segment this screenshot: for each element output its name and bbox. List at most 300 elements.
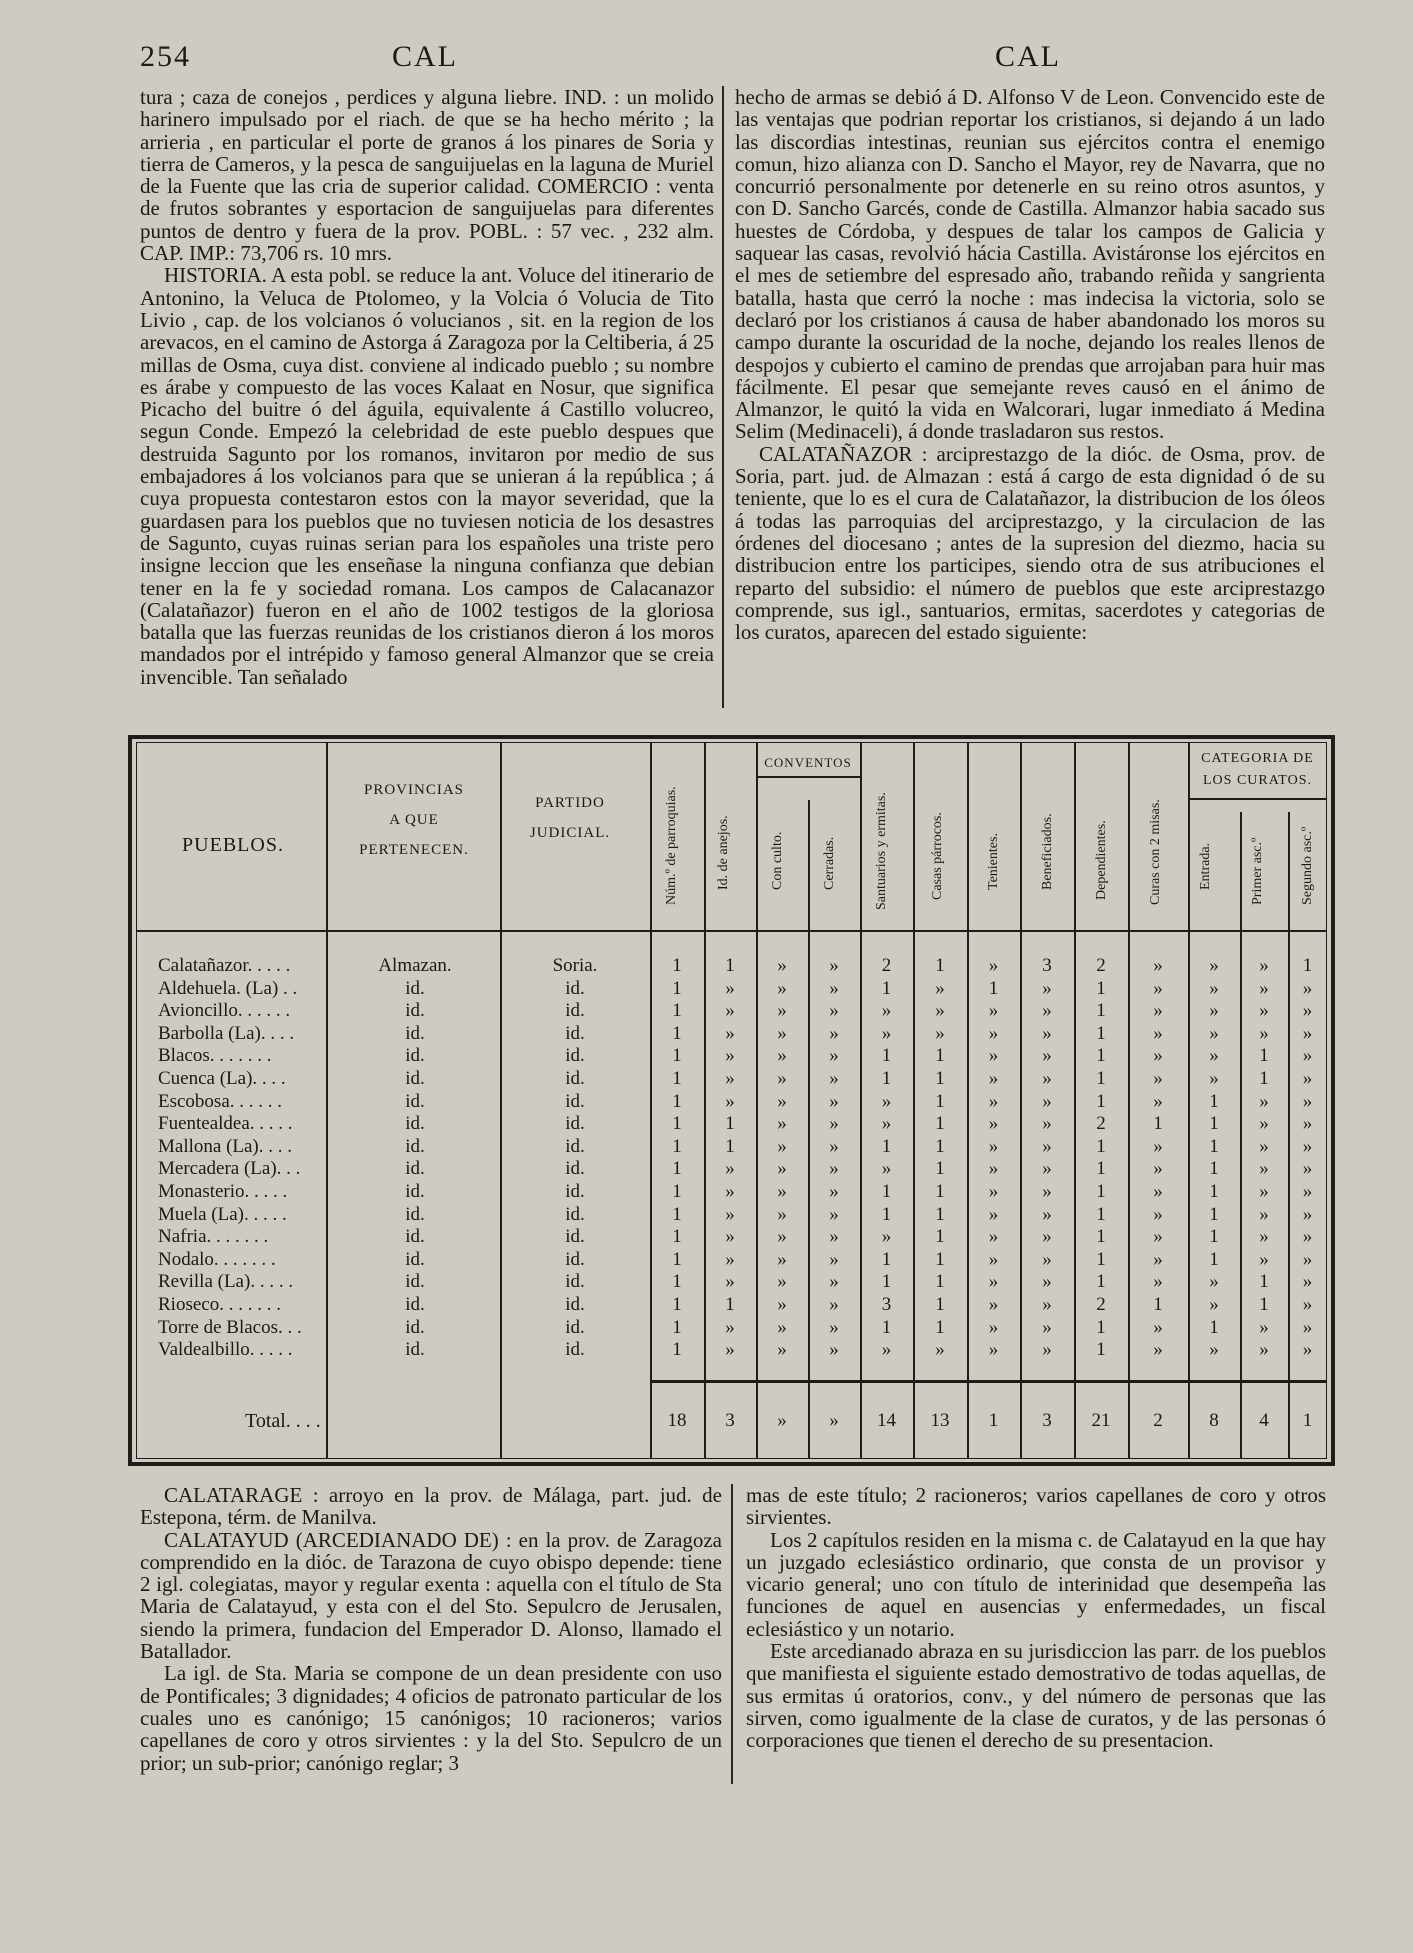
- total-rule: [650, 1380, 1327, 1383]
- table-cell-value: »: [1042, 1271, 1052, 1293]
- table-cell-value: 1: [672, 1090, 682, 1112]
- table-cell-pueblo: Barbolla (La). . . .: [158, 1022, 295, 1044]
- col-provincias-line-2: A QUE: [389, 812, 439, 828]
- table-cell-value: »: [881, 1090, 892, 1112]
- table-cell-provincia: id.: [405, 1113, 425, 1135]
- table-cell-value: »: [935, 977, 945, 999]
- table-cell-pueblo: Valdealbillo. . . . .: [158, 1339, 293, 1361]
- table-cell-pueblo: Nodalo. . . . . . .: [158, 1248, 276, 1270]
- table-cell-value: »: [1209, 1068, 1219, 1089]
- table-cell-value: 1: [1209, 1090, 1219, 1112]
- table-cell-value: »: [988, 1226, 999, 1248]
- table-cell-value: »: [1259, 1316, 1269, 1338]
- table-cell-value: »: [1153, 1203, 1163, 1225]
- table-cell-value: 1: [672, 1022, 682, 1044]
- table-cell-value: »: [1209, 1022, 1219, 1044]
- left-paragraph-1: tura ; caza de conejos , perdices y alguna liebre. IND. : un molido harinero impulsado por el riach. de que se ha hecho mérito ; la arrieria , en particular el porte de granos á los pinares de Soria y tierra de Cameros, y la pesca de sanguijuelas en la laguna de Muriel de la Fuente que las cria de superior calidad. COMERCIO : venta de frutos sobrantes y esportacion de sanguijuelas para diferentes puntos de dentro y fuera de la prov. POBL. : 57 vec. , 232 alm. CAP. IMP.: 73,706 rs. 10 mrs.: [140, 85, 714, 266]
- table-cell-value: 1: [1096, 1271, 1106, 1293]
- table-cell-value: 1: [881, 1181, 892, 1202]
- table-cell-pueblo: Mallona (La). . . .: [158, 1135, 293, 1157]
- table-cell-value: »: [829, 1226, 839, 1248]
- col-categoria-header: [1188, 748, 1327, 792]
- table-cell-provincia: id.: [405, 1045, 425, 1067]
- table-cell-value: »: [1153, 1045, 1163, 1067]
- table-cell-value: 1: [672, 1045, 682, 1067]
- table-cell-partido: id.: [565, 1248, 585, 1270]
- total-cell: 3: [725, 1410, 735, 1431]
- table-cell-partido: id.: [565, 1068, 585, 1089]
- table-cell-value: »: [725, 1045, 735, 1067]
- table-cell-value: »: [829, 1068, 839, 1089]
- table-cell-partido: id.: [565, 1294, 585, 1315]
- table-cell-value: 1: [935, 1271, 945, 1293]
- table-cell-value: 1: [881, 977, 892, 999]
- table-cell-value: 1: [1096, 1203, 1106, 1225]
- table-cell-value: »: [725, 1316, 735, 1338]
- total-cell: 1: [1302, 1410, 1313, 1431]
- table-cell-provincia: id.: [405, 1090, 425, 1112]
- table-cell-value: »: [1302, 1090, 1313, 1112]
- table-cell-value: »: [1302, 1316, 1313, 1338]
- table-cell-value: »: [725, 1248, 735, 1270]
- table-cell-value: »: [829, 1181, 839, 1202]
- table-cell-provincia: id.: [405, 1316, 425, 1338]
- table-cell-value: »: [777, 1226, 787, 1248]
- table-cell-value: »: [988, 1248, 999, 1270]
- table-cell-value: »: [1302, 1135, 1313, 1157]
- table-cell-value: 1: [1096, 1000, 1106, 1022]
- table-cell-value: »: [777, 1045, 787, 1067]
- total-cell: 4: [1259, 1410, 1269, 1431]
- table-cell-value: »: [1259, 1000, 1269, 1022]
- table-cell-pueblo: Blacos. . . . . . .: [158, 1045, 272, 1067]
- table-cell-pueblo: Rioseco. . . . . . .: [158, 1294, 281, 1315]
- table-cell-value: »: [829, 1158, 839, 1180]
- bottom-left-paragraph-2: CALATAYUD (ARCEDIANADO DE) : en la prov. de Zaragoza comprendido en la dióc. de Tarazona de cuyo obispo depende: tiene 2 igl. colegiatas, mayor y regular exenta : aquella con el título de Sta Maria de Calatayud, y esta con el del Sto. Sepulcro de Jerusalen, siendo la primera, fundacion del Emperador D. Alonso, llamado el Batallador.: [140, 1527, 722, 1664]
- table-cell-value: »: [1209, 1271, 1219, 1293]
- col-santuarios-header: Santuarios y ermitas.: [874, 792, 889, 910]
- col-primer-header: Primer asc.º: [1250, 837, 1265, 905]
- table-cell-value: »: [829, 1294, 839, 1315]
- table-cell-value: 1: [881, 1248, 892, 1270]
- left-paragraph-2: HISTORIA. A esta pobl. se reduce la ant. Voluce del itinerario de Antonino, la Veluca de Ptolomeo, y la Volcia ó Volucia de Tito Livio , cap. de los volcianos ó volucianos , sit. en la region de los arevacos, en el camino de Astorga á Zaragoza por la Celtiberia, á 25 millas de Osma, cuya dist. conviene al indicado pueblo ; su nombre es árabe y compuesto de las voces Kalaat en Nosur, que significa Picacho del buitre ó del águila, equivalente á Castillo volucreo, segun Conde. Empezó la celebridad de este pueblo despues que destruida Sagunto por los romanos, invitaron por medio de sus embajadores á los volcianos para que se unieran á la república ; á cuya propuesta contestaron estos con la mayor severidad, que la guardasen para los pueblos que no tuviesen noticia de los desastres de Sagunto, cuyas ruinas serian para los españoles una triste pero insigne leccion que les enseñase la ninguna confianza que debian tener en la fe y sociedad romana. Los campos de Calacanazor (Calatañazor) fueron en el año de 1002 testigos de la gloriosa batalla que las fuerzas reunidas de los cristianos dieron á los moros mandados por el intrépido y famoso general Almanzor que se creia invencible. Tan señalado: [140, 263, 714, 689]
- table-cell-value: »: [1302, 1203, 1313, 1225]
- table-cell-value: »: [725, 1181, 735, 1202]
- table-cell-pueblo: Muela (La). . . . .: [158, 1203, 287, 1225]
- col-beneficiados-header: Beneficiados.: [1040, 813, 1055, 890]
- table-cell-value: »: [1259, 977, 1269, 999]
- table-cell-value: 1: [672, 1294, 682, 1315]
- table-cell-value: »: [777, 1271, 787, 1293]
- table-cell-partido: id.: [565, 1113, 585, 1135]
- table-cell-provincia: id.: [405, 977, 425, 999]
- table-cell-value: »: [1042, 977, 1052, 999]
- table-cell-value: »: [1302, 1181, 1313, 1202]
- col-pueblos-header: PUEBLOS.: [182, 834, 284, 856]
- table-cell-value: »: [1042, 1158, 1052, 1180]
- table-cell-provincia: id.: [405, 1294, 425, 1315]
- table-cell-value: »: [777, 1090, 787, 1112]
- table-cell-value: »: [1153, 1022, 1163, 1044]
- table-cell-value: »: [777, 1181, 787, 1202]
- table-cell-value: 1: [881, 1045, 892, 1067]
- table-cell-value: »: [1042, 1203, 1052, 1225]
- table-cell-partido: id.: [565, 1090, 585, 1112]
- table-cell-value: 1: [935, 1113, 945, 1135]
- table-cell-value: »: [829, 1045, 839, 1067]
- col-provincias-line-3: PERTENECEN.: [359, 842, 469, 858]
- table-cell-value: 1: [935, 1181, 945, 1202]
- table-cell-value: 1: [1259, 1271, 1269, 1293]
- table-cell-value: »: [1042, 1248, 1052, 1270]
- table-cell-value: »: [829, 1339, 839, 1361]
- table-cell-value: »: [935, 1000, 945, 1022]
- table-cell-value: »: [829, 1203, 839, 1225]
- table-cell-value: »: [1302, 1068, 1313, 1089]
- col-partido-line-2: JUDICIAL.: [529, 825, 611, 841]
- table-cell-value: 1: [725, 955, 735, 976]
- table-cell-pueblo: Escobosa. . . . . .: [158, 1090, 283, 1112]
- table-cell-value: »: [725, 1068, 735, 1089]
- table-cell-value: 1: [1096, 1090, 1106, 1112]
- table-cell-value: »: [1209, 1294, 1219, 1315]
- table-cell-value: 1: [672, 1248, 682, 1270]
- table-cell-value: 1: [1259, 1045, 1269, 1067]
- table-column-rule: [326, 742, 328, 1459]
- total-cell: »: [829, 1410, 839, 1431]
- table-cell-value: »: [1259, 1135, 1269, 1157]
- table-cell-value: 1: [881, 1316, 892, 1338]
- table-cell-value: 1: [935, 1090, 945, 1112]
- table-cell-value: 1: [935, 955, 945, 976]
- table-cell-value: »: [1302, 1113, 1313, 1135]
- table-cell-pueblo: Torre de Blacos. . .: [158, 1316, 302, 1338]
- bottom-left-column: [140, 1484, 722, 1774]
- table-cell-value: 1: [672, 1158, 682, 1180]
- table-cell-value: »: [988, 1181, 999, 1202]
- table-cell-value: 1: [725, 1135, 735, 1157]
- table-cell-value: »: [1302, 1339, 1313, 1361]
- table-cell-value: »: [1153, 1226, 1163, 1248]
- table-cell-value: 1: [672, 1316, 682, 1338]
- table-cell-provincia: Almazan.: [378, 955, 452, 976]
- table-cell-value: »: [1302, 977, 1313, 999]
- table-cell-value: »: [725, 1000, 735, 1022]
- col-provincias-header: [330, 775, 498, 865]
- total-cell: 21: [1091, 1410, 1111, 1431]
- table-cell-value: »: [1153, 1090, 1163, 1112]
- bottom-right-paragraph-2: Los 2 capítulos residen en la misma c. de Calatayud en la que hay un juzgado eclesiástico ordinario, que consta de un provisor y vicario general; uno con título de interinidad que desempeña las funciones de aquel en ausencias y enfermedades, un fiscal eclesiástico y un notario.: [746, 1527, 1326, 1641]
- total-cell: »: [777, 1410, 787, 1431]
- table-cell-partido: id.: [565, 1158, 585, 1180]
- header-rule: [136, 930, 1327, 932]
- table-cell-value: »: [988, 1022, 999, 1044]
- table-cell-value: 1: [1096, 977, 1106, 999]
- table-cell-value: »: [829, 1022, 839, 1044]
- table-cell-value: 2: [881, 955, 892, 976]
- table-cell-value: 1: [1259, 1294, 1269, 1315]
- table-cell-value: »: [1302, 1022, 1313, 1044]
- table-cell-pueblo: Calatañazor. . . . .: [158, 955, 291, 976]
- table-cell-value: 1: [672, 1226, 682, 1248]
- left-column: [140, 86, 714, 688]
- col-curas2-header: Curas con 2 misas.: [1148, 799, 1163, 905]
- table-cell-value: »: [829, 955, 839, 976]
- bottom-right-paragraph-1: mas de este título; 2 racioneros; varios capellanes de coro y otros sirvientes.: [746, 1483, 1326, 1530]
- table-cell-value: 1: [881, 1135, 892, 1157]
- table-cell-value: »: [1259, 1158, 1269, 1180]
- table-cell-pueblo: Mercadera (La). . .: [158, 1158, 301, 1180]
- table-cell-value: 1: [1209, 1113, 1219, 1135]
- table-cell-value: 1: [935, 1135, 945, 1157]
- table-cell-value: »: [881, 1339, 892, 1361]
- table-cell-value: »: [988, 1339, 999, 1361]
- table-cell-provincia: id.: [405, 1271, 425, 1293]
- total-cell: 18: [667, 1410, 687, 1431]
- table-cell-value: »: [1153, 1248, 1163, 1270]
- table-cell-value: »: [1153, 977, 1163, 999]
- table-cell-value: 2: [1096, 1113, 1106, 1135]
- table-cell-value: »: [988, 1068, 999, 1089]
- col-conventos-header: CONVENTOS: [764, 755, 852, 770]
- table-cell-value: »: [1302, 1226, 1313, 1248]
- table-cell-value: »: [1209, 1000, 1219, 1022]
- table-cell-value: 1: [988, 977, 999, 999]
- total-cell: 3: [1042, 1410, 1052, 1431]
- right-paragraph-2: CALATAÑAZOR : arciprestazgo de la dióc. de Osma, prov. de Soria, part. jud. de Almazan : está á cargo de esta dignidad ó de su teniente, que lo es el cura de Calatañazor, la distribucion de los óleos á todas las parroquias del arciprestazgo, y la circulacion de las órdenes del diocesano ; antes de la supresion del diezmo, hacia su distribucion entre los participes, siendo otra de sus atribuciones el reparto del subsidio: el número de pueblos que este arciprestazgo comprende, sus igl., santuarios, ermitas, sacerdotes y categorias de los curatos, aparecen del estado siguiente:: [735, 441, 1325, 645]
- bottom-right-paragraph-3: Este arcedianado abraza en su jurisdiccion las parr. de los pueblos que manifiesta el siguiente estado demostrativo de todas aquellas, de sus ermitas ú oratorios, conv., y del número de personas que las sirven, como igualmente de la clase de curatos, y de las personas ó corporaciones que tienen el derecho de su presentacion.: [746, 1639, 1326, 1753]
- table-cell-value: 1: [672, 955, 682, 976]
- col-entrada-header: Entrada.: [1198, 842, 1213, 890]
- table-cell-value: »: [1153, 1135, 1163, 1157]
- bottom-left-paragraph-1: CALATARAGE : arroyo en la prov. de Málaga, part. jud. de Estepona, térm. de Manilva.: [140, 1483, 722, 1530]
- table-cell-value: 1: [1096, 1022, 1106, 1044]
- table-cell-value: »: [881, 1000, 892, 1022]
- table-cell-value: »: [1209, 977, 1219, 999]
- table-cell-value: 1: [672, 1203, 682, 1225]
- table-cell-value: 2: [1096, 955, 1106, 976]
- table-cell-pueblo: Nafria. . . . . . .: [158, 1226, 269, 1248]
- table-cell-value: 1: [1096, 1158, 1106, 1180]
- categoria-rule: [1188, 798, 1327, 800]
- table-cell-value: 1: [1096, 1226, 1106, 1248]
- total-label: Total. . . .: [245, 1410, 321, 1432]
- table-cell-value: »: [1042, 1045, 1052, 1067]
- table-cell-value: »: [1153, 1271, 1163, 1293]
- table-cell-value: 1: [1209, 1135, 1219, 1157]
- col-provincias-line-1: PROVINCIAS: [363, 782, 464, 798]
- table-cell-value: 1: [1153, 1294, 1163, 1315]
- table-cell-value: 1: [672, 1068, 682, 1089]
- table-cell-value: 1: [672, 1271, 682, 1293]
- bottom-left-paragraph-3: La igl. de Sta. Maria se compone de un dean presidente con uso de Pontificales; 3 dignidades; 4 oficios de patronato particular de los cuales uno es canónigo; 15 canónigos; 10 racioneros; varios capellanes de coro y otros sirvientes : y la del Sto. Sepulcro de un prior; un sub-prior; canónigo reglar; 3: [140, 1661, 722, 1775]
- table-cell-value: »: [1302, 1271, 1313, 1293]
- table-cell-value: 1: [672, 1113, 682, 1135]
- table-cell-value: 1: [935, 1226, 945, 1248]
- table-cell-pueblo: Revilla (La). . . . .: [158, 1271, 294, 1293]
- table-cell-pueblo: Aldehuela. (La) . .: [158, 977, 298, 999]
- table-cell-value: »: [777, 1203, 787, 1225]
- table-cell-value: »: [1042, 1113, 1052, 1135]
- total-cell: 2: [1153, 1410, 1163, 1431]
- table-cell-provincia: id.: [405, 1248, 425, 1270]
- table-cell-value: »: [777, 1294, 787, 1315]
- table-cell-value: »: [777, 1135, 787, 1157]
- table-cell-value: 1: [1096, 1248, 1106, 1270]
- total-cell: 1: [988, 1410, 999, 1431]
- table-cell-value: »: [725, 1090, 735, 1112]
- col-partido-line-1: PARTIDO: [535, 795, 605, 811]
- table-cell-partido: id.: [565, 1045, 585, 1067]
- table-cell-partido: id.: [565, 1316, 585, 1338]
- table-cell-value: 1: [935, 1294, 945, 1315]
- table-cell-value: »: [881, 1113, 892, 1135]
- table-cell-value: »: [777, 1000, 787, 1022]
- col-tenientes-header: Tenientes.: [986, 833, 1001, 890]
- table-cell-value: »: [1042, 1181, 1052, 1202]
- table-cell-value: »: [1042, 1339, 1052, 1361]
- table-cell-value: 1: [935, 1316, 945, 1338]
- table-cell-value: »: [1259, 955, 1269, 976]
- table-cell-value: »: [988, 1090, 999, 1112]
- table-cell-value: 1: [1259, 1068, 1269, 1089]
- col-categoria-line-2: LOS CURATOS.: [1203, 773, 1312, 788]
- table-cell-value: »: [1259, 1226, 1269, 1248]
- table-cell-value: »: [725, 1271, 735, 1293]
- table-cell-partido: id.: [565, 1181, 585, 1202]
- table-cell-provincia: id.: [405, 1203, 425, 1225]
- table-cell-value: »: [1302, 1294, 1313, 1315]
- table-cell-provincia: id.: [405, 1000, 425, 1022]
- table-cell-value: »: [1153, 1158, 1163, 1180]
- col-segundo-header: Segundo asc.º: [1300, 826, 1315, 905]
- table-cell-partido: id.: [565, 1022, 585, 1044]
- page-number: 254: [140, 40, 191, 73]
- table-cell-provincia: id.: [405, 1339, 425, 1361]
- col-casas-header: Casas párrocos.: [930, 812, 945, 900]
- table-cell-value: 1: [935, 1203, 945, 1225]
- table-cell-value: »: [988, 1135, 999, 1157]
- table-cell-value: »: [777, 1248, 787, 1270]
- table-cell-value: 1: [1096, 1181, 1106, 1202]
- table-cell-value: »: [1259, 1248, 1269, 1270]
- right-running-title: CAL: [995, 40, 1061, 73]
- table-cell-value: »: [829, 977, 839, 999]
- table-cell-provincia: id.: [405, 1226, 425, 1248]
- table-cell-value: »: [777, 977, 787, 999]
- table-cell-partido: id.: [565, 1203, 585, 1225]
- table-cell-value: 1: [672, 1135, 682, 1157]
- table-cell-provincia: id.: [405, 1135, 425, 1157]
- table-cell-value: 1: [672, 1000, 682, 1022]
- table-cell-provincia: id.: [405, 1158, 425, 1180]
- table-cell-value: »: [777, 1113, 787, 1135]
- table-cell-value: »: [1259, 1022, 1269, 1044]
- table-cell-value: »: [1042, 1294, 1052, 1315]
- bottom-column-divider: [731, 1484, 733, 1784]
- bottom-right-column: [746, 1484, 1326, 1752]
- right-column: [735, 86, 1325, 643]
- table-cell-value: »: [881, 1022, 892, 1044]
- table-cell-value: »: [1302, 1248, 1313, 1270]
- table-cell-value: 1: [1209, 1181, 1219, 1202]
- total-cell: 13: [930, 1410, 950, 1431]
- table-cell-value: »: [988, 955, 999, 976]
- table-cell-provincia: id.: [405, 1068, 425, 1089]
- table-cell-value: »: [1259, 1113, 1269, 1135]
- table-cell-value: »: [988, 1045, 999, 1067]
- total-cell: 14: [877, 1410, 896, 1431]
- table-cell-value: 1: [1096, 1339, 1106, 1361]
- col-cerradas-header: Cerradas.: [822, 836, 837, 890]
- table-cell-value: »: [935, 1022, 945, 1044]
- table-cell-pueblo: Avioncillo. . . . . .: [158, 1000, 291, 1022]
- table-cell-value: 1: [1209, 1226, 1219, 1248]
- table-cell-value: 1: [725, 1294, 735, 1315]
- right-paragraph-1: hecho de armas se debió á D. Alfonso V de Leon. Convencido este de las ventajas que podrian reportar los cristianos, si dejando á un lado las discordias intestinas, reunian sus ejércitos contra el enemigo comun, hizo alianza con D. Sancho el Mayor, rey de Navarra, que no concurrió personalmente por detenerle en su reino otros asuntos, y con D. Sancho Garcés, conde de Castilla. Almanzor habia sacado sus huestes de Córdoba, y despues de talar los campos de Galicia y saquear las casas, revolvió hácia Castilla. Avistáronse los ejércitos en el mes de setiembre del espresado año, trabando reñida y sangrienta batalla, hasta que cerró la noche : mas indecisa la victoria, solo se declaró por los cristianos á causa de haber abandonado los moros su campo durante la oscuridad de la noche, dejando los reales llenos de despojos y cubierto el camino de prendas que arrojaban para huir mas fácilmente. El pesar que semejante reves causó en el ánimo de Almanzor, le quitó la vida en Walcorari, lugar inmediato á Medina Selim (Medinaceli), á donde trasladaron sus restos.: [735, 85, 1325, 444]
- table-cell-value: 1: [1153, 1113, 1163, 1135]
- table-cell-partido: Soria.: [552, 955, 598, 976]
- col-parroquias-header: Núm.º de parroquias.: [664, 786, 679, 905]
- table-cell-value: »: [725, 1226, 735, 1248]
- table-cell-value: 1: [1209, 1248, 1219, 1270]
- table-cell-value: »: [1259, 1181, 1269, 1202]
- col-con-culto-header: Con culto.: [770, 831, 785, 890]
- table-cell-value: »: [829, 1090, 839, 1112]
- table-cell-pueblo: Fuentealdea. . . . .: [158, 1113, 293, 1135]
- column-divider: [722, 86, 724, 708]
- table-cell-value: »: [725, 1158, 735, 1180]
- table-cell-value: »: [988, 1271, 999, 1293]
- table-cell-partido: id.: [565, 1000, 585, 1022]
- table-cell-value: »: [881, 1158, 892, 1180]
- table-cell-value: 1: [672, 1339, 682, 1361]
- col-partido-header: [500, 788, 640, 848]
- table-cell-value: 1: [935, 1248, 945, 1270]
- table-cell-value: »: [777, 1316, 787, 1338]
- table-cell-value: »: [1153, 1339, 1163, 1361]
- table-cell-value: »: [1042, 1022, 1052, 1044]
- table-cell-value: »: [829, 1113, 839, 1135]
- table-cell-value: 1: [935, 1158, 945, 1180]
- table-cell-value: »: [1042, 1000, 1052, 1022]
- table-cell-value: 1: [881, 1068, 892, 1089]
- table-cell-partido: id.: [565, 1226, 585, 1248]
- table-cell-value: »: [988, 1316, 999, 1338]
- table-cell-value: 3: [881, 1294, 892, 1315]
- table-cell-value: »: [1259, 1090, 1269, 1112]
- table-cell-value: »: [725, 977, 735, 999]
- table-cell-value: »: [725, 1339, 735, 1361]
- table-cell-value: »: [1302, 1000, 1313, 1022]
- table-cell-value: »: [1042, 1068, 1052, 1089]
- table-cell-value: »: [988, 1113, 999, 1135]
- table-cell-value: »: [777, 1022, 787, 1044]
- table-cell-value: »: [1302, 1158, 1313, 1180]
- table-cell-value: »: [988, 1203, 999, 1225]
- table-cell-partido: id.: [565, 1339, 585, 1361]
- table-cell-value: »: [829, 1000, 839, 1022]
- col-categoria-line-1: CATEGORIA DE: [1201, 751, 1314, 766]
- table-cell-value: 1: [1096, 1135, 1106, 1157]
- table-cell-value: »: [829, 1135, 839, 1157]
- total-cell: 8: [1209, 1410, 1219, 1431]
- table-cell-value: »: [777, 1158, 787, 1180]
- table-cell-value: »: [988, 1294, 999, 1315]
- table-cell-value: 1: [935, 1068, 945, 1089]
- table-cell-value: »: [725, 1203, 735, 1225]
- table-cell-value: »: [829, 1316, 839, 1338]
